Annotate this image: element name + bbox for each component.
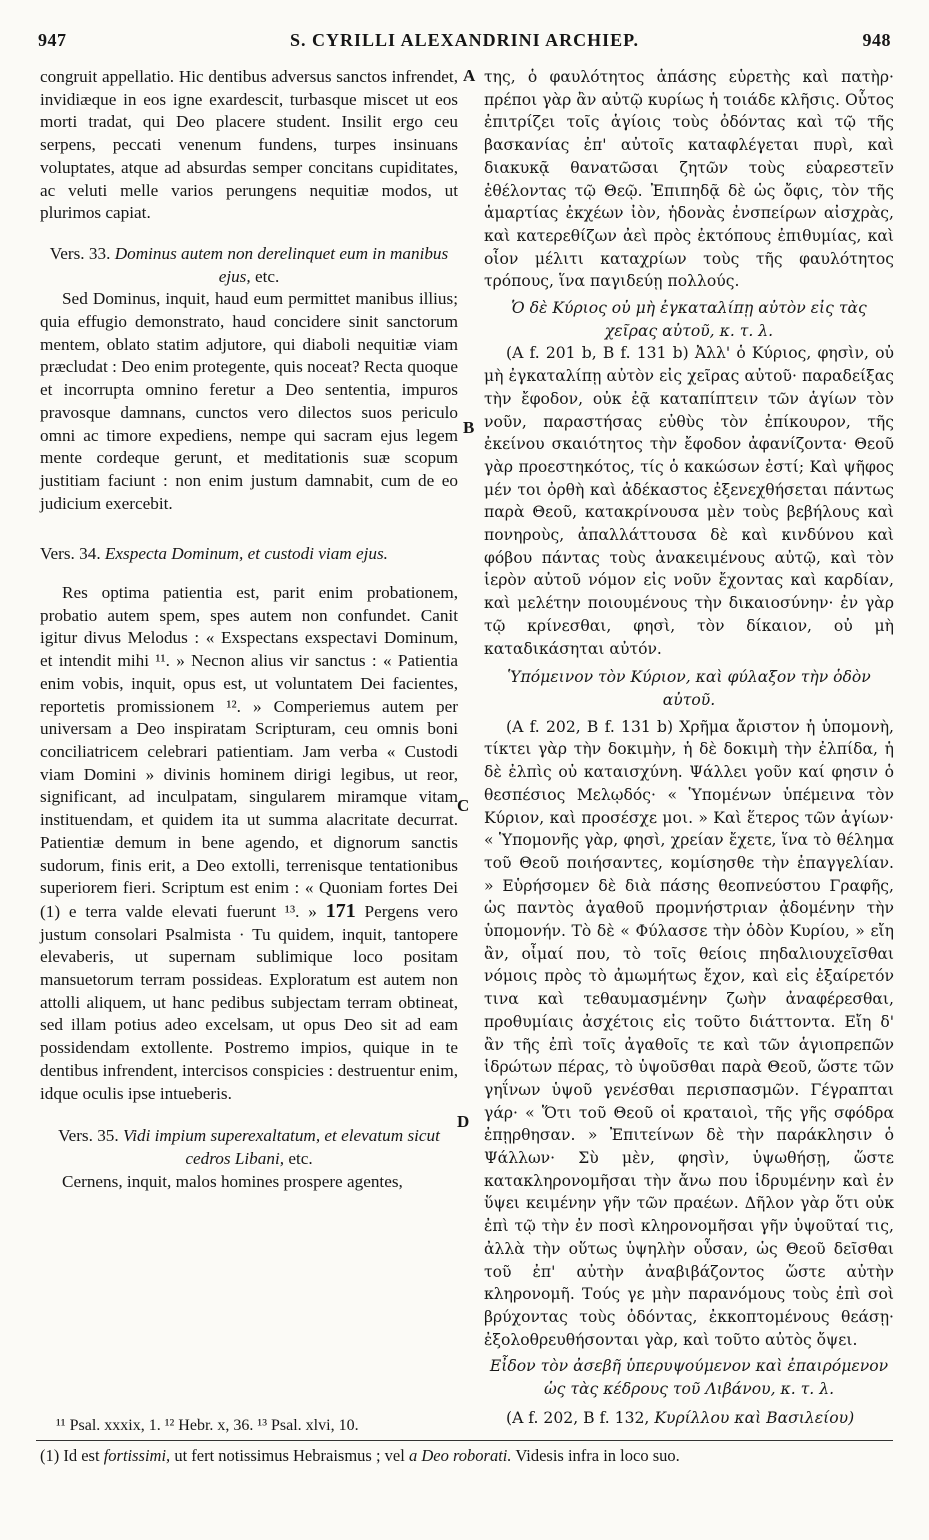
greek-source: (A f. 202, B f. 132, (506, 1408, 650, 1427)
column-number: 171 (325, 899, 356, 922)
footnote-text: Videsis infra in loco suo. (515, 1446, 680, 1465)
verse-label: Vers. 34. (40, 544, 101, 564)
greek-verse-34 (484, 666, 894, 711)
latin-paragraph-1: congruit appellatio. Hic dentibus adversus sanctos infrendet, invidiæque in eos igne exardescit, turbasque miscet ut eos morti tradat, qui Deo placere student. Insilit ergo ceu serpens, peccati venenum fundens, turpes insinuans voluptates, atque ad absurdas semper concitans cupiditates, ac veluti melle varios perungens nequitiæ modos, ut plurimos capiat. (40, 67, 458, 223)
greek-verse-33 (484, 297, 894, 342)
latin-verse-33 (40, 243, 458, 288)
verse-text: Exspecta Dominum, et custodi viam ejus. (104, 544, 388, 564)
margin-letter-b: B (463, 418, 475, 437)
verse-etc: etc. (254, 266, 280, 286)
footnote (40, 1446, 680, 1466)
latin-paragraph-3-continued: Pergens vero justum consolari Psalmista · Tu quidem, inquit, tantopere elevaberis, ut supernam sublimique loco positam mansuetorum terram possideas. Exploratum est autem non attolli aliquem, ut hanc pedibus subjectam terram obtineat, sed illam potius adeo excelsam, ut opus Deo sit ad eam possidendam extollente. Postremo impios, quique in te dentibus infrendent, intercisos conspicies : destruentur enim, idque oculis ipse intueberis. (40, 901, 459, 1103)
latin-verse-34 (40, 543, 458, 566)
latin-column (40, 66, 458, 1193)
verse-text: Ὁ δὲ Κύριος οὐ μὴ ἐγκαταλίπῃ αὐτὸν εἰς τὰς χεῖρας αὐτοῦ, κ. τ. λ. (511, 299, 867, 340)
footnote-italic: a Deo roborati. (408, 1446, 512, 1465)
verse-text: Vidi impium superexaltatum, et elevatum sicut cedros Libani, (122, 1126, 440, 1168)
margin-letter-c: C (457, 796, 470, 815)
footnote-italic: fortissimi, (103, 1446, 171, 1465)
footnote-rule (36, 1440, 893, 1441)
greek-paragraph-3: (A f. 202, B f. 131 b) Χρῆμα ἄριστον ἡ ὑπομονὴ, τίκτει γὰρ τὴν δοκιμὴν, ἡ δὲ δοκιμὴ τὴν ἐλπίδα, ἡ δὲ ἐλπὶς οὐ καταισχύνη. Ψάλλει γοῦν καί φησιν ὁ θεσπέσιος Μελῳδός· « Ὑπομένων ὑπέμεινα τὸν Κύριον, καὶ προσέσχε μοι. » Καὶ ἕτερος τῶν ἁγίων· « Ὑπομονῆς γὰρ, φησὶ, χρείαν ἔχετε, ἵνα τὸ θέλημα τοῦ Θεοῦ ποιήσαντες, κομίσησθε τὴν ἐπαγγελίαν. » Εὑρήσομεν δὲ διὰ πάσης θεοπνεύστου Γραφῆς, ὡς παντὸς ἀγαθοῦ προμνήστριαν ᾀδομένην τὴν ὑπομονήν. Τὸ δὲ « Φύλασσε τὴν ὁδὸν Κυρίου, » εἴη ἂν, οἶμαί που, τὸ τοῖς θείοις πηδαλιουχεῖσθαι νόμοις πρὸς τὸ ἀμωμήτως ἔχον, καὶ εἰς ἐξαίρετόν τινα καὶ τεθαυμασμένην ζωὴν ἀναφέρεσθαι, προθυμίαις ἀσχέτοις εἰς τοῦτο διάττοντα. Εἴη δ' ἂν τῆς ἐπὶ τοῖς ἀγαθοῖς τε καὶ τῶν ἁγιοπρεπῶν ἱδρώτων πέρας, τὸ ὑψοῦσθαι παρὰ Θεοῦ, ὥστε τῶν γηΐνων ὑψοῦ γενέσθαι περισπασμῶν. Γέγραπται γάρ· « Ὅτι τοῦ Θεοῦ οἱ κραταιοὶ, τῆς γῆς σφόδρα ἐπῃρθησαν. » Ἐπιτείνων δὲ τὴν παράκλησιν ὁ Ψάλλων· Σὺ μὲν, φησὶν, ὑψωθήσῃ, ὥστε κατακληρονομῆσαι τὴν ἄνω που ἱδρυμένην καὶ ἐν ὕψει κειμένην γῆν τῶν πραέων. Δῆλον γὰρ ὅτι οὐκ ἐπὶ τῷ τὴν ἐν ποσὶ κληρονομῆσαι γῆν ὑψοῦταί τις, ἀλλὰ τὴν οὕτως ὑψηλὴν οὖσαν, ὡς Θεοῦ δεῖσθαι τοῦ ἐπ' αὐτὴν ἀναβιβάζοντος ὥστε αὐτὴν κληρονομῆ. Τούς γε μὴν παρανόμους τοὺς ἐπὶ σοὶ βρύχοντας τοὺς ὀδόντας, ἐκκοπτομένους θεάσῃ· ἐξολοθρευθήσονται γὰρ, καὶ τοῦτο αὐτὸς ὄψει. (484, 717, 894, 1349)
page-header (38, 30, 891, 58)
scripture-references: ¹¹ Psal. xxxix, 1. ¹² Hebr. x, 36. ¹³ Psal. xlvi, 10. (56, 1417, 359, 1434)
page-number-right: 948 (862, 30, 891, 50)
verse-etc: etc. (288, 1148, 313, 1168)
greek-paragraph-4 (484, 1407, 894, 1430)
latin-paragraph-2: Sed Dominus, inquit, haud eum permittet manibus illius; quia effugio demonstrato, haud concidere sinit sanctorum mentem, oblato statim adjutore, qui diaboli nequitiæ viam præcludat : Deo enim protegente, quis noceat? Recta quoque et incorrupta omnino feretur a Deo sententia, impuros pravosque damnans, cunctos vero dilectos suos periculo omni ac timore expediens, nempe qui sacram ejus legem mente cordeque gerunt, et meditationis suæ scopum justitiam faciunt : non enim justum damnabit, cum de eo judicium exercebit. (40, 289, 458, 513)
margin-letter-a: A (463, 66, 476, 85)
verse-text: Dominus autem non derelinquet eum in manibus ejus, (114, 243, 449, 286)
greek-paragraph-1: της, ὁ φαυλότητος ἁπάσης εὑρετὴς καὶ πατὴρ· πρέποι γὰρ ἂν αὐτῷ κυρίως ἡ τοιάδε κλῆσις. Οὗτος ἐπιτρίζει τοῖς ἁγίοις τοὺς ὀδόντας καὶ τῷ τῆς βασκανίας ἐπ' αὐτοῖς καταφλέγεται πυρὶ, καὶ διακυκᾷ θανατῶσαι ζητῶν τοὺς εὐαρεστεῖν ἐθέλοντας τῷ Θεῷ. Ἐπιπηδᾷ δὲ ὡς ὄφις, τὸν τῆς ἁμαρτίας ἐκχέων ἰὸν, ἡδονὰς ἐνσπείρων αἰσχρὰς, καὶ κατερεθίζων ἀεὶ πρὸς ἐκτόπους ἐπιθυμίας, καὶ οἷον μέλιτι καταχρίων τοὺς τῆς φαυλότητος τρόπους, ἵνα παγιδεύῃ πολλούς. (484, 68, 894, 291)
verse-text: Εἶδον τὸν ἀσεβῆ ὑπερυψούμενον καὶ ἐπαιρόμενον ὡς τὰς κέδρους τοῦ Λιβάνου, κ. τ. λ. (489, 1357, 889, 1399)
latin-paragraph-4: Cernens, inquit, malos homines prospere agentes, (62, 1171, 403, 1191)
footnote-prefix: (1) Id est (40, 1446, 100, 1465)
page-number-left: 947 (38, 30, 67, 50)
greek-source-italic: Κυρίλλου καὶ Βασιλείου) (654, 1408, 855, 1427)
verse-text: Ὑπόμεινον τὸν Κύριον, καὶ φύλαξον τὴν ὁδὸν αὐτοῦ. (507, 668, 871, 709)
margin-letter-d: D (457, 1112, 470, 1131)
latin-paragraph-3 (40, 582, 458, 1105)
running-title: S. CYRILLI ALEXANDRINI ARCHIEP. (290, 30, 639, 50)
verse-label: Vers. 33. (49, 243, 111, 263)
greek-verse-35 (484, 1355, 894, 1400)
latin-verse-35 (40, 1125, 458, 1170)
latin-paragraph-3-text: Res optima patientia est, parit enim probationem, probatio autem spem, spes autem non confundet. Canit igitur divus Melodus : « Exspectans exspectavi Dominum, et intendit mihi ¹¹. » Necnon alius vir sanctus : « Patientia enim vobis, inquit, opus est, ut voluntatem Dei facientes, reportetis promissionem ¹². » Comperiemus autem per universam a Deo inspiratam Scripturam, ceu omnis boni conciliatricem celebrari patientiam. Jam verba « Custodi viam Domini » divinis hominem dirigi legibus, ut reor, significant, ad inculpatam, singularem miramque vitam instituendam, et quidem ita ut summa alacritate decurrat. Patientiæ demum in bene agendo, et dignorum sanctis sudorum, finis erit, a Deo extolli, terrenisque tentationibus superiorem fieri. Scriptum est enim : « Quoniam fortes Dei (1) e terra valde elevati fuerunt ¹³. » (40, 583, 458, 921)
verse-label: Vers. 35. (58, 1126, 119, 1146)
greek-column (484, 66, 894, 1429)
footnote-text: ut fert notissimus Hebraismus ; vel (174, 1446, 405, 1465)
greek-paragraph-2: (A f. 201 b, B f. 131 b) Ἀλλ' ὁ Κύριος, φησὶν, οὐ μὴ ἐγκαταλίπῃ αὐτὸν εἰς χεῖρας αὐτοῦ· παραδείξας τὴν ἔφοδον, οὐκ ἐᾷ καταπίπτειν τῶν ἁγίων τὸν νοῦν, παραστήσας εὐθὺς τὸν ἐπίκουρον, τῆς ἐκείνου σκαιότητος τὴν ἔφοδον ἀφανίζοντα· Θεοῦ γὰρ προεστηκότος, τίς ὁ κακώσων ἐστί; Καὶ ψῆφος μέν τοι ὀρθὴ καὶ ἀδέκαστος ἐξενεχθήσεται πάντως παρὰ Θεοῦ, κατακρίνουσα μὲν τοὺς βεβήλους καὶ πονηροὺς, ἀπαλλάττουσα δὲ καὶ κινδύνου καὶ φόβου πάντας τοὺς ἀνακειμένους αὐτῷ, καὶ τὸν ἱερὸν αὐτοῦ νόμον εἰς νοῦν ἔχοντας καὶ καρδίαν, καὶ μελέτην ποιουμένους τὴν δικαιοσύνην· ἐν γὰρ τῷ κρίνεσθαι, φησὶ, τὸν δίκαιον, οὐ μὴ καταδικάσηται αὐτόν. (484, 344, 894, 658)
